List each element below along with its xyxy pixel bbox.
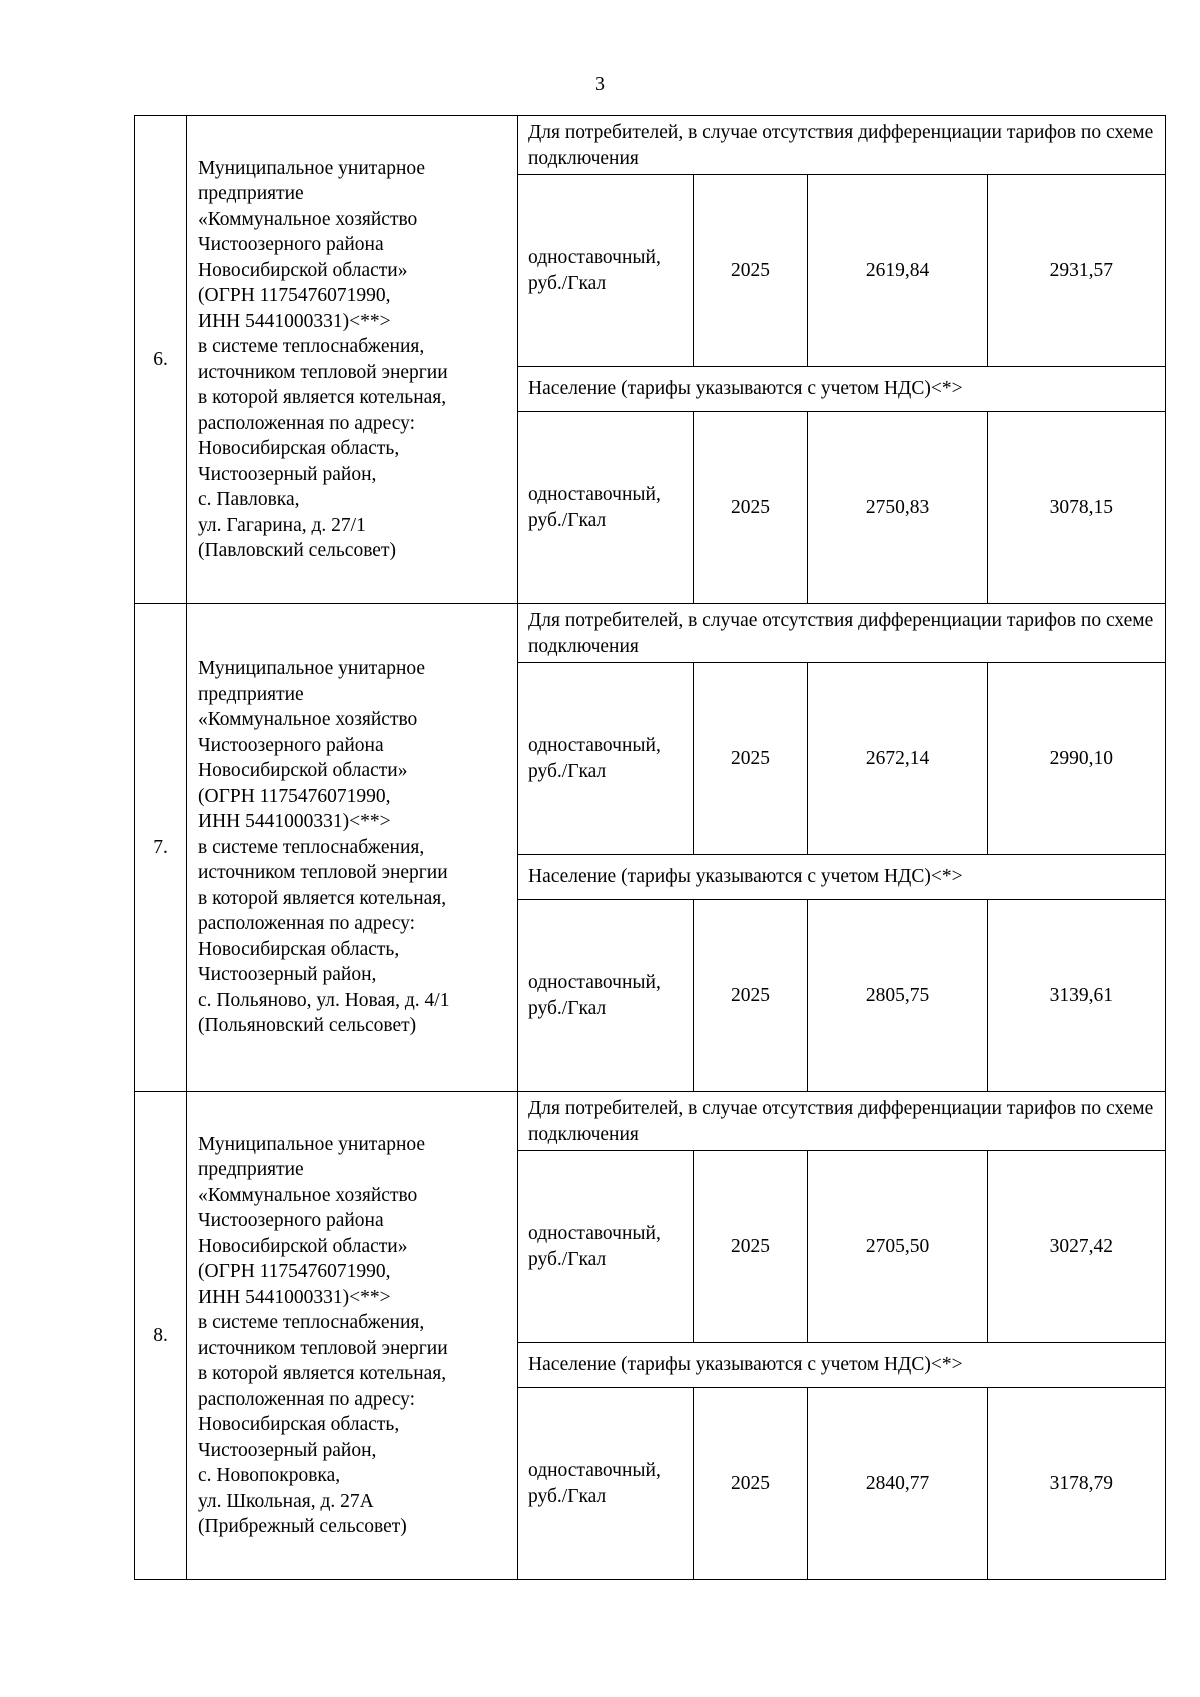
organization-line: расположенная по адресу:: [198, 412, 416, 434]
row-number: 8.: [135, 1092, 187, 1580]
tariff-type: [518, 900, 694, 1092]
tariff-type: [518, 412, 694, 604]
organization-line: расположенная по адресу:: [198, 913, 416, 935]
tariff-type-line: одноставочный,: [528, 247, 661, 268]
tariff-value-1: 2672,14: [808, 663, 988, 855]
tariff-year: 2025: [694, 1151, 808, 1343]
tariff-type-line: одноставочный,: [528, 972, 661, 993]
organization-line: (ОГРН 1175476071990,: [198, 285, 391, 306]
organization-line: Новосибирской области»: [198, 1235, 408, 1257]
tariff-type-line: руб./Гкал: [528, 509, 607, 531]
consumers-header: Для потребителей, в случае отсутствия дифференциации тарифов по схеме подключения: [518, 604, 1166, 663]
organization-line: в системе теплоснабжения,: [198, 1312, 425, 1333]
tariff-value-2: 3139,61: [988, 900, 1166, 1092]
population-header: Население (тарифы указываются с учетом НДС)<*>: [518, 855, 1166, 900]
organization-line: (Прибрежный сельсовет): [198, 1516, 407, 1537]
tariff-type: [518, 1388, 694, 1580]
table-row: [135, 116, 1166, 175]
organization-line: Чистоозерного района: [198, 234, 384, 255]
organization-line: в которой является котельная,: [198, 387, 447, 408]
consumers-header: Для потребителей, в случае отсутствия дифференциации тарифов по схеме подключения: [518, 1092, 1166, 1151]
organization-line: источником тепловой энергии: [198, 1337, 448, 1359]
tariff-value-1: 2750,83: [808, 412, 988, 604]
organization-line: в которой является котельная,: [198, 887, 447, 909]
tariff-type-line: руб./Гкал: [528, 997, 607, 1019]
organization-line: (ОГРН 1175476071990,: [198, 1261, 391, 1282]
organization-line: Чистоозерного района: [198, 1210, 384, 1231]
tariff-value-1: 2805,75: [808, 900, 988, 1092]
tariff-value-1: 2705,50: [808, 1151, 988, 1343]
organization-line: с. Павловка,: [198, 489, 300, 510]
tariff-value-1: 2619,84: [808, 175, 988, 367]
organization-line: (Павловский сельсовет): [198, 540, 396, 561]
tariff-type-line: руб./Гкал: [528, 760, 607, 782]
organization-line: Муниципальное унитарное: [198, 1133, 426, 1155]
organization-line: «Коммунальное хозяйство: [198, 208, 418, 230]
organization-cell: [187, 1092, 518, 1580]
organization-line: Муниципальное унитарное: [198, 658, 426, 680]
organization-line: ул. Гагарина, д. 27/1: [198, 514, 366, 536]
page-number: 3: [595, 73, 605, 95]
tariff-year: 2025: [694, 663, 808, 855]
tariff-type-line: одноставочный,: [528, 1460, 661, 1481]
tariff-type-line: одноставочный,: [528, 1223, 661, 1244]
tariff-value-2: 3178,79: [988, 1388, 1166, 1580]
organization-line: с. Польяново, ул. Новая, д. 4/1: [198, 989, 450, 1011]
row-number: 7.: [135, 604, 187, 1092]
tariff-value-2: 3078,15: [988, 412, 1166, 604]
organization-line: ул. Школьная, д. 27А: [198, 1490, 374, 1512]
tariff-type: [518, 175, 694, 367]
organization-line: Чистоозерный район,: [198, 463, 377, 485]
organization-line: предприятие: [198, 683, 304, 705]
tariff-value-2: 3027,42: [988, 1151, 1166, 1343]
organization-line: Чистоозерный район,: [198, 1439, 377, 1461]
organization-line: «Коммунальное хозяйство: [198, 1184, 418, 1206]
tariff-year: 2025: [694, 175, 808, 367]
tariff-value-1: 2840,77: [808, 1388, 988, 1580]
organization-line: источником тепловой энергии: [198, 862, 448, 884]
organization-line: предприятие: [198, 183, 304, 204]
population-header: Население (тарифы указываются с учетом НДС)<*>: [518, 367, 1166, 412]
organization-line: ИНН 5441000331)<**>: [198, 310, 391, 332]
organization-line: «Коммунальное хозяйство: [198, 709, 418, 731]
organization-line: Новосибирская область,: [198, 1414, 400, 1435]
tariff-type-line: одноставочный,: [528, 735, 661, 756]
tariff-type-line: одноставочный,: [528, 484, 661, 505]
consumers-header: Для потребителей, в случае отсутствия дифференциации тарифов по схеме подключения: [518, 116, 1166, 175]
organization-line: (Польяновский сельсовет): [198, 1015, 417, 1037]
organization-line: в системе теплоснабжения,: [198, 336, 425, 357]
organization-line: расположенная по адресу:: [198, 1388, 416, 1410]
organization-line: источником тепловой энергии: [198, 361, 448, 383]
tariff-type-line: руб./Гкал: [528, 1248, 607, 1270]
row-number: 6.: [135, 116, 187, 604]
tariff-value-2: 2990,10: [988, 663, 1166, 855]
organization-line: ИНН 5441000331)<**>: [198, 1286, 391, 1308]
organization-line: Новосибирской области»: [198, 760, 408, 782]
organization-line: Чистоозерный район,: [198, 964, 377, 986]
tariff-year: 2025: [694, 412, 808, 604]
tariff-type: [518, 663, 694, 855]
organization-line: в которой является котельная,: [198, 1363, 447, 1384]
organization-line: в системе теплоснабжения,: [198, 836, 425, 858]
tariff-year: 2025: [694, 900, 808, 1092]
organization-line: Новосибирской области»: [198, 259, 408, 281]
population-header: Население (тарифы указываются с учетом НДС)<*>: [518, 1343, 1166, 1388]
organization-cell: [187, 604, 518, 1092]
organization-line: ИНН 5441000331)<**>: [198, 811, 391, 833]
organization-cell: [187, 116, 518, 604]
tariff-year: 2025: [694, 1388, 808, 1580]
organization-line: Муниципальное унитарное: [198, 157, 426, 179]
organization-line: Новосибирская область,: [198, 938, 400, 960]
tariff-type-line: руб./Гкал: [528, 272, 607, 294]
tariff-value-2: 2931,57: [988, 175, 1166, 367]
organization-line: с. Новопокровка,: [198, 1465, 341, 1486]
organization-line: предприятие: [198, 1159, 304, 1180]
tariff-type: [518, 1151, 694, 1343]
tariff-type-line: руб./Гкал: [528, 1485, 607, 1507]
organization-line: Новосибирская область,: [198, 438, 400, 459]
organization-line: (ОГРН 1175476071990,: [198, 785, 391, 807]
tariff-table: [134, 115, 1166, 1580]
table-row: [135, 604, 1166, 663]
organization-line: Чистоозерного района: [198, 734, 384, 756]
table-row: [135, 1092, 1166, 1151]
